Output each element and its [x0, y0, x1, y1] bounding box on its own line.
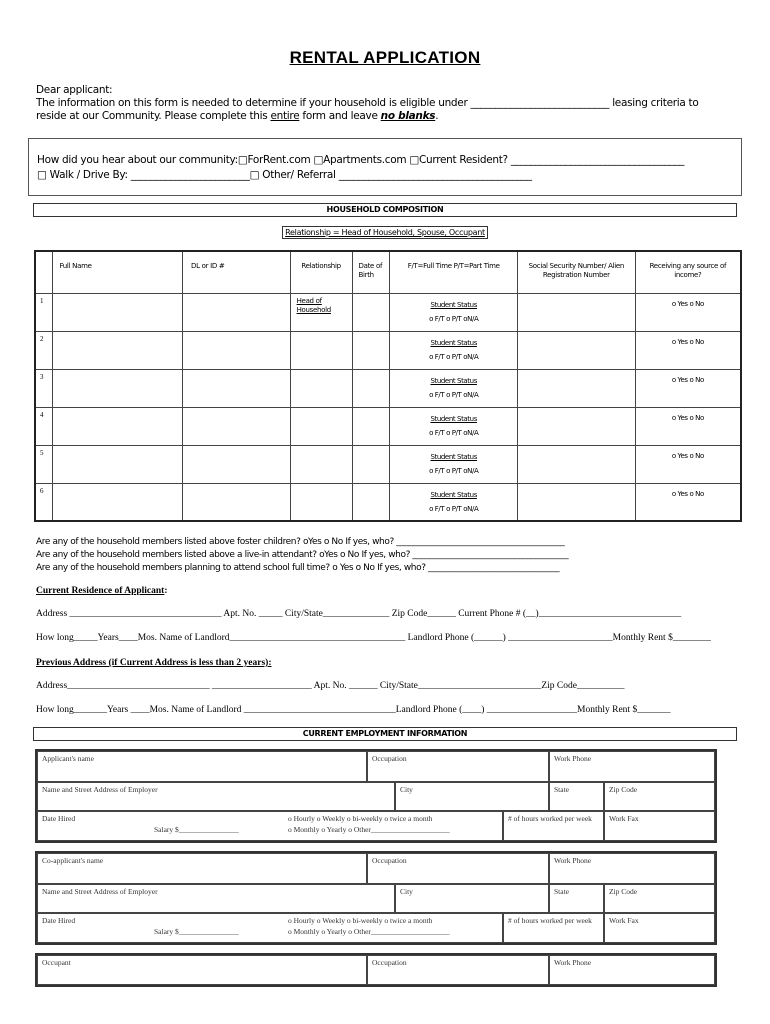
applicant-hours-field[interactable]: # of hours worked per week	[503, 811, 604, 841]
employment-section-heading: CURRENT EMPLOYMENT INFORMATION	[33, 727, 737, 741]
relationship-cell[interactable]: Head of Household	[290, 293, 352, 331]
greeting: Dear applicant:	[36, 84, 113, 96]
applicant-name-field[interactable]: Applicant's name	[37, 751, 367, 782]
household-row	[35, 293, 741, 331]
coapplicant-state-field[interactable]: State	[549, 884, 604, 913]
dl-id-cell[interactable]	[183, 483, 291, 521]
ssn-cell[interactable]	[517, 331, 635, 369]
applicant-zip-field[interactable]: Zip Code	[604, 782, 715, 811]
row-number: 6	[35, 483, 53, 521]
student-status-options[interactable]: o F/T o P/T oN/A	[429, 352, 479, 361]
student-status-options[interactable]: o F/T o P/T oN/A	[429, 314, 479, 323]
student-status-cell[interactable]	[390, 445, 518, 483]
applicant-employment-block	[35, 749, 717, 843]
previous-address-line[interactable]: Address______________________________ _____________________ Apt. No. ______ City/State__________________________Zip Code__________	[36, 681, 625, 691]
col-number	[35, 251, 53, 293]
applicant-pay-freq-1[interactable]: o Hourly o Weekly o bi-weekly o twice a month	[288, 814, 433, 823]
occupant-employment-block	[35, 953, 717, 987]
current-residence-heading	[36, 586, 168, 596]
student-status-title: Student Status	[430, 300, 477, 309]
household-row	[35, 407, 741, 445]
row-number: 4	[35, 407, 53, 445]
occupant-name-field[interactable]: Occupant	[37, 955, 367, 985]
household-header-row	[35, 251, 741, 293]
full-name-cell[interactable]	[53, 407, 183, 445]
full-name-cell[interactable]	[53, 331, 183, 369]
coapplicant-hours-field[interactable]: # of hours worked per week	[503, 913, 604, 943]
dl-id-cell[interactable]	[183, 331, 291, 369]
student-status-cell[interactable]	[390, 407, 518, 445]
colon: :	[164, 586, 168, 596]
ssn-cell[interactable]	[517, 293, 635, 331]
applicant-city-field[interactable]: City	[395, 782, 549, 811]
ssn-cell[interactable]	[517, 369, 635, 407]
dob-cell[interactable]	[352, 407, 390, 445]
dob-cell[interactable]	[352, 331, 390, 369]
referral-source-box	[28, 138, 742, 196]
applicant-occupation-field[interactable]: Occupation	[367, 751, 549, 782]
student-status-cell[interactable]	[390, 293, 518, 331]
applicant-pay-freq-2[interactable]: o Monthly o Yearly o Other_____________________	[288, 825, 450, 834]
household-row	[35, 445, 741, 483]
full-name-cell[interactable]	[53, 445, 183, 483]
relationship-note-text: Relationship = Head of Household, Spouse, Occupant	[282, 226, 488, 239]
col-ssn: Social Security Number/ Alien Registration Number	[517, 251, 635, 293]
student-status-cell[interactable]	[390, 483, 518, 521]
coapplicant-work-fax-field[interactable]: Work Fax	[604, 913, 715, 943]
household-row	[35, 369, 741, 407]
current-residence-title: Current Residence of Applicant	[36, 586, 165, 596]
applicant-work-fax-field[interactable]: Work Fax	[604, 811, 715, 841]
row-number: 5	[35, 445, 53, 483]
student-status-options[interactable]: o F/T o P/T oN/A	[429, 466, 479, 475]
current-landlord-line[interactable]: How long_____Years____Mos. Name of Landlord_____________________________________ Landlord Phone (______) ______________________Monthly Rent $________	[36, 633, 711, 643]
referral-line-2[interactable]: □ Walk / Drive By: ________________________□ Other/ Referral _______________________________________	[37, 169, 532, 181]
intro-line-2b: form and leave	[302, 110, 378, 122]
student-status-title: Student Status	[430, 376, 477, 385]
student-status-title: Student Status	[430, 490, 477, 499]
col-relationship: Relationship	[290, 251, 352, 293]
school-question[interactable]: Are any of the household members planning to attend school full time? o Yes o No If yes, who? ________________________________	[36, 563, 560, 573]
student-status-options[interactable]: o F/T o P/T oN/A	[429, 390, 479, 399]
occupant-work-phone-field[interactable]: Work Phone	[549, 955, 715, 985]
income-cell[interactable]: o Yes o No	[635, 445, 741, 483]
dl-id-cell[interactable]	[183, 293, 291, 331]
dob-cell[interactable]	[352, 483, 390, 521]
relationship-cell[interactable]	[290, 331, 352, 369]
applicant-date-hired[interactable]: Date Hired	[42, 814, 76, 823]
household-table	[34, 250, 742, 522]
intro-period: .	[435, 110, 439, 122]
full-name-cell[interactable]	[53, 293, 183, 331]
coapplicant-salary[interactable]: Salary $________________	[154, 927, 239, 936]
no-blanks-emphasis: no blanks	[380, 110, 436, 122]
income-cell[interactable]: o Yes o No	[635, 407, 741, 445]
income-cell[interactable]: o Yes o No	[635, 369, 741, 407]
household-questions	[36, 536, 568, 575]
coapplicant-employment-block	[35, 851, 717, 945]
dob-cell[interactable]	[352, 293, 390, 331]
entire-emphasis: entire	[270, 110, 300, 122]
student-status-title: Student Status	[430, 338, 477, 347]
previous-address-heading: Previous Address (if Current Address is less than 2 years):	[36, 658, 272, 668]
intro-line-2a: reside at our Community. Please complete this	[36, 110, 268, 122]
income-cell[interactable]: o Yes o No	[635, 331, 741, 369]
relationship-cell[interactable]	[290, 483, 352, 521]
intro-line-1	[36, 97, 746, 110]
applicant-employer-address-field[interactable]: Name and Street Address of Employer	[37, 782, 395, 811]
live-in-attendant-question[interactable]: Are any of the household members listed above a live-in attendant? oYes o No If yes, who? ______________________________________	[36, 550, 569, 560]
coapplicant-name-field[interactable]: Co-applicant's name	[37, 853, 367, 884]
full-name-cell[interactable]	[53, 483, 183, 521]
community-name-blank[interactable]: ____________________________	[470, 97, 610, 109]
dl-id-cell[interactable]	[183, 407, 291, 445]
coapplicant-date-hired[interactable]: Date Hired	[42, 916, 76, 925]
ssn-cell[interactable]	[517, 483, 635, 521]
col-dl-id: DL or ID #	[183, 251, 291, 293]
full-name-cell[interactable]	[53, 369, 183, 407]
household-row	[35, 331, 741, 369]
row-number: 1	[35, 293, 53, 331]
student-status-title: Student Status	[430, 452, 477, 461]
coapplicant-hire-salary-row	[37, 913, 503, 943]
coapplicant-occupation-field[interactable]: Occupation	[367, 853, 549, 884]
applicant-state-field[interactable]: State	[549, 782, 604, 811]
household-row	[35, 483, 741, 521]
income-cell[interactable]: o Yes o No	[635, 293, 741, 331]
student-status-cell[interactable]	[390, 369, 518, 407]
row-number: 3	[35, 369, 53, 407]
col-dob: Date of Birth	[352, 251, 390, 293]
applicant-hire-salary-row	[37, 811, 503, 841]
student-status-options[interactable]: o F/T o P/T oN/A	[429, 504, 479, 513]
ssn-cell[interactable]	[517, 445, 635, 483]
coapplicant-zip-field[interactable]: Zip Code	[604, 884, 715, 913]
coapplicant-work-phone-field[interactable]: Work Phone	[549, 853, 715, 884]
coapplicant-pay-freq-1[interactable]: o Hourly o Weekly o bi-weekly o twice a month	[288, 916, 433, 925]
applicant-salary[interactable]: Salary $________________	[154, 825, 239, 834]
foster-children-question[interactable]: Are any of the household members listed above foster children? oYes o No If yes, who? _________________________________________	[36, 537, 565, 547]
coapplicant-city-field[interactable]: City	[395, 884, 549, 913]
household-section-heading: HOUSEHOLD COMPOSITION	[33, 203, 737, 217]
relationship-cell[interactable]	[290, 369, 352, 407]
student-status-cell[interactable]	[390, 331, 518, 369]
applicant-work-phone-field[interactable]: Work Phone	[549, 751, 715, 782]
intro-line-1b: leasing criteria to	[612, 97, 699, 109]
coapplicant-employer-address-field[interactable]: Name and Street Address of Employer	[37, 884, 395, 913]
page-title: RENTAL APPLICATION	[289, 48, 481, 67]
student-status-title: Student Status	[430, 414, 477, 423]
ssn-cell[interactable]	[517, 407, 635, 445]
dl-id-cell[interactable]	[183, 369, 291, 407]
intro-text	[36, 84, 746, 123]
referral-line-1[interactable]: How did you hear about our community:□ForRent.com □Apartments.com □Current Resident? ___________________________________	[37, 154, 685, 166]
previous-landlord-line[interactable]: How long_______Years ____Mos. Name of Landlord ________________________________Landlord Phone (____) ___________________Monthly Rent $_______	[36, 705, 671, 715]
dob-cell[interactable]	[352, 369, 390, 407]
occupant-occupation-field[interactable]: Occupation	[367, 955, 549, 985]
income-cell[interactable]: o Yes o No	[635, 483, 741, 521]
row-number: 2	[35, 331, 53, 369]
dl-id-cell[interactable]	[183, 445, 291, 483]
intro-line-2	[36, 110, 746, 123]
relationship-note	[0, 228, 770, 237]
dob-cell[interactable]	[352, 445, 390, 483]
current-address-line[interactable]: Address ________________________________ Apt. No. _____ City/State______________ Zip Code______ Current Phone # (__)______________________________	[36, 609, 682, 619]
coapplicant-pay-freq-2[interactable]: o Monthly o Yearly o Other_____________________	[288, 927, 450, 936]
col-income: Receiving any source of income?	[635, 251, 741, 293]
col-full-name: Full Name	[53, 251, 183, 293]
intro-line-1a: The information on this form is needed to determine if your household is eligible under	[36, 97, 468, 109]
relationship-cell[interactable]	[290, 445, 352, 483]
relationship-cell[interactable]	[290, 407, 352, 445]
col-ft-pt: F/T=Full Time P/T=Part Time	[390, 251, 518, 293]
student-status-options[interactable]: o F/T o P/T oN/A	[429, 428, 479, 437]
